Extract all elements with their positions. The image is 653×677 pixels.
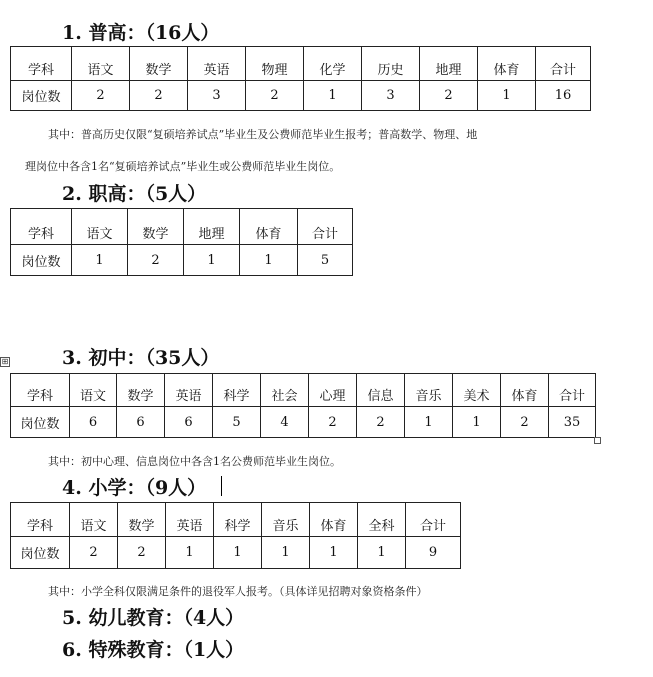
- value-cell: 4: [261, 407, 309, 438]
- value-cell: 35: [549, 407, 596, 438]
- header-cell: 全科: [358, 503, 406, 537]
- value-cell: 6: [165, 407, 213, 438]
- value-cell: 1: [304, 81, 362, 111]
- value-cell: 6: [117, 407, 165, 438]
- section-heading-putong-gaozhong: 1. 普高：（16人）: [62, 22, 220, 44]
- header-cell: 地理: [420, 47, 478, 81]
- header-cell: 物理: [246, 47, 304, 81]
- header-cell: 体育: [478, 47, 536, 81]
- table-row: [11, 81, 591, 111]
- header-cell: 学科: [11, 47, 72, 81]
- section-heading-youer-jiaoyu: 5. 幼儿教育：（4人）: [62, 607, 245, 629]
- value-cell: 3: [362, 81, 420, 111]
- header-cell: 英语: [188, 47, 246, 81]
- header-cell: 化学: [304, 47, 362, 81]
- value-cell: 1: [240, 245, 298, 276]
- header-cell: 美术: [453, 374, 501, 407]
- header-cell: 地理: [184, 209, 240, 245]
- note-text: 其中：初中心理、信息岗位中各含1名公费师范毕业生岗位。: [48, 455, 341, 468]
- value-cell: 5: [298, 245, 353, 276]
- header-cell: 数学: [128, 209, 184, 245]
- header-cell: 学科: [11, 503, 70, 537]
- table-header-row: [11, 503, 461, 537]
- table-putong-gaozhong: [10, 46, 591, 111]
- header-cell: 合计: [536, 47, 591, 81]
- header-cell: 英语: [165, 374, 213, 407]
- value-cell: 2: [72, 81, 130, 111]
- section-heading-chuzhong: 3. 初中：（35人）: [62, 347, 220, 369]
- header-cell: 体育: [501, 374, 549, 407]
- header-cell: 体育: [310, 503, 358, 537]
- header-cell: 体育: [240, 209, 298, 245]
- value-cell: 岗位数: [11, 407, 70, 438]
- header-cell: 语文: [72, 209, 128, 245]
- table-chuzhong: [10, 373, 596, 438]
- header-cell: 社会: [261, 374, 309, 407]
- value-cell: 6: [70, 407, 117, 438]
- value-cell: 9: [406, 537, 461, 569]
- header-cell: 学科: [11, 374, 70, 407]
- value-cell: 1: [72, 245, 128, 276]
- table-resize-handle[interactable]: [594, 437, 601, 444]
- value-cell: 2: [130, 81, 188, 111]
- table-zhigao: [10, 208, 353, 276]
- value-cell: 1: [453, 407, 501, 438]
- table-row: [11, 245, 353, 276]
- header-cell: 数学: [118, 503, 166, 537]
- value-cell: 2: [128, 245, 184, 276]
- value-cell: 2: [70, 537, 118, 569]
- value-cell: 2: [246, 81, 304, 111]
- header-cell: 科学: [213, 374, 261, 407]
- header-cell: 信息: [357, 374, 405, 407]
- value-cell: 岗位数: [11, 245, 72, 276]
- section-heading-zhigao: 2. 职高：（5人）: [62, 183, 207, 205]
- header-cell: 合计: [549, 374, 596, 407]
- value-cell: 1: [310, 537, 358, 569]
- value-cell: 2: [501, 407, 549, 438]
- header-cell: 合计: [406, 503, 461, 537]
- header-cell: 历史: [362, 47, 420, 81]
- value-cell: 5: [213, 407, 261, 438]
- header-cell: 数学: [117, 374, 165, 407]
- value-cell: 1: [166, 537, 214, 569]
- value-cell: 1: [358, 537, 406, 569]
- table-row: [11, 407, 596, 438]
- header-cell: 学科: [11, 209, 72, 245]
- section-heading-teshu-jiaoyu: 6. 特殊教育：（1人）: [62, 639, 245, 661]
- text-cursor: [221, 476, 222, 496]
- header-cell: 合计: [298, 209, 353, 245]
- value-cell: 1: [405, 407, 453, 438]
- value-cell: 3: [188, 81, 246, 111]
- note-text: 其中：普高历史仅限“复硕培养试点”毕业生及公费师范毕业生报考；普高数学、物理、地: [48, 128, 478, 141]
- header-cell: 心理: [309, 374, 357, 407]
- value-cell: 岗位数: [11, 537, 70, 569]
- value-cell: 1: [478, 81, 536, 111]
- value-cell: 2: [420, 81, 478, 111]
- value-cell: 1: [214, 537, 262, 569]
- value-cell: 1: [184, 245, 240, 276]
- value-cell: 2: [309, 407, 357, 438]
- table-header-row: [11, 209, 353, 245]
- section-heading-xiaoxue: 4. 小学：（9人）: [62, 477, 207, 499]
- header-cell: 数学: [130, 47, 188, 81]
- header-cell: 音乐: [262, 503, 310, 537]
- note-text: 其中：小学全科仅限满足条件的退役军人报考。（具体详见招聘对象资格条件）: [48, 585, 428, 598]
- value-cell: 岗位数: [11, 81, 72, 111]
- header-cell: 音乐: [405, 374, 453, 407]
- table-xiaoxue: [10, 502, 461, 569]
- value-cell: 1: [262, 537, 310, 569]
- header-cell: 英语: [166, 503, 214, 537]
- table-header-row: [11, 47, 591, 81]
- value-cell: 2: [118, 537, 166, 569]
- header-cell: 科学: [214, 503, 262, 537]
- table-header-row: [11, 374, 596, 407]
- header-cell: 语文: [70, 503, 118, 537]
- table-move-anchor-icon[interactable]: ⊞: [1, 357, 9, 366]
- header-cell: 语文: [72, 47, 130, 81]
- value-cell: 2: [357, 407, 405, 438]
- table-row: [11, 537, 461, 569]
- header-cell: 语文: [70, 374, 117, 407]
- value-cell: 16: [536, 81, 591, 111]
- note-text: 理岗位中各含1名“复硕培养试点”毕业生或公费师范毕业生岗位。: [25, 160, 341, 173]
